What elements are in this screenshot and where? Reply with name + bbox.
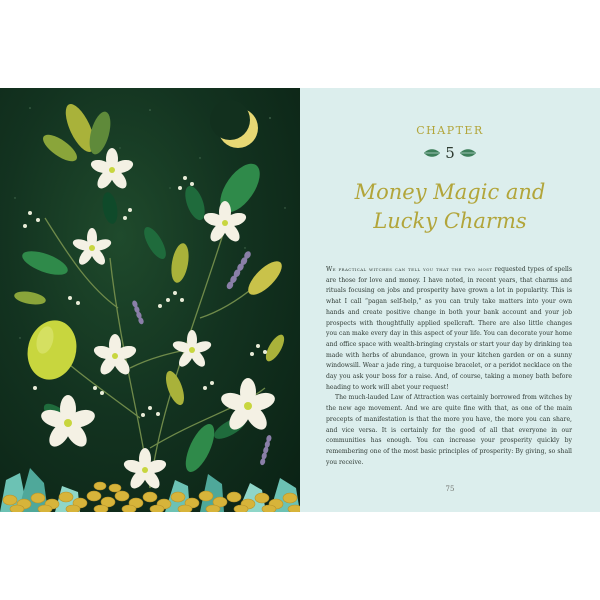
- lemon-icon: [21, 315, 83, 385]
- text-page: [300, 88, 600, 512]
- chapter-title-line-2: Lucky Charms: [373, 209, 527, 233]
- botanical-illustration: [0, 88, 300, 512]
- crescent-moon-icon: [210, 100, 258, 148]
- paragraph-2: The much-lauded Law of Attraction was certainly borrowed from witches by the new age movement. And we are quite fine with that, as one of the main precepts of manifestation is that the more you have, the more you can share, and vice versa. It is certainly for the good of all that everyone in our communities has enough. You can increase your prosperity quickly by remembering one of the most basic principles of prosperity: By giving, so shall you receive.: [326, 394, 572, 466]
- right-leaf-ornament-icon: [459, 148, 477, 158]
- chapter-number: 5: [445, 144, 455, 162]
- chapter-number-row: [300, 144, 600, 162]
- page-number: 75: [445, 485, 455, 493]
- body-text: [326, 265, 572, 468]
- left-leaf-ornament-icon: [423, 148, 441, 158]
- chapter-title: [300, 178, 600, 236]
- paragraph-1-lead: We practical witches can tell you that the two most: [326, 266, 493, 273]
- paragraph-1-rest: requested types of spells are those for love and money. I have noted, in recent years, that charms and rituals focusing on jobs and prosperity have grown a lot in popularity. This is what I call “pagan self-help,” as you can truly take matters into your own hands and create positive change in both your bank account and your job prospects with thoughtfully applied spellcraft. There are also little changes you can make every day in this aspect of your life. You can decorate your home and office space with wealth-bringing crystals or start your day by drinking tea made with herbs of abundance, grown in your kitchen garden or on a sunny windowsill. Wear a jade ring, a turquoise bracelet, or a peridot necklace on the day you ask your boss for a raise. And, of course, taking a money bath before heading to work will abet your request!: [326, 266, 572, 391]
- illustration-page: [0, 88, 300, 512]
- chapter-title-line-1: Money Magic and: [354, 180, 546, 204]
- chapter-label: CHAPTER: [416, 124, 484, 137]
- paragraph-1: [326, 265, 572, 393]
- book-spread: [0, 88, 600, 512]
